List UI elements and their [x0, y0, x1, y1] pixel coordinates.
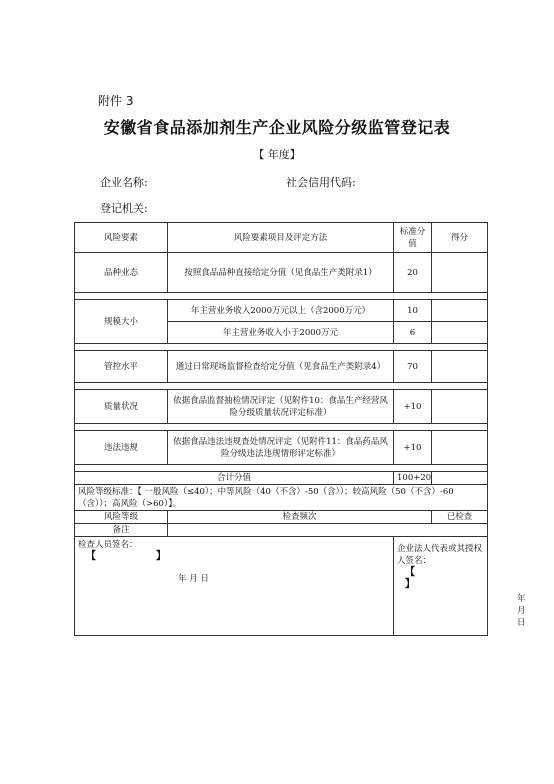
legal-date: 年 月 日	[517, 594, 526, 628]
company-name-label: 企业名称:	[100, 176, 148, 189]
bracket-close: 】	[405, 579, 415, 590]
table-row	[75, 431, 488, 465]
inspector-date: 年 月 日	[178, 574, 209, 584]
table-row	[75, 253, 488, 293]
method-quality: 依据食品监督抽检情况评定（见附件10：食品生产经营风险分级质量状况评定标准）	[168, 390, 394, 424]
total-label: 合计分值	[75, 472, 394, 485]
factor-variety: 品种业态	[75, 253, 168, 293]
annex-label: 附件 3	[98, 94, 134, 108]
signature-row	[75, 537, 488, 636]
risk-standard-text: 风险等级标准：【 一般风险（≤40）；中等风险（40（不含）-50（含））；较高风险（50（不含）-60（含））；高风险（>60）】。	[75, 485, 488, 511]
standard-scale-2: 6	[394, 322, 432, 344]
bracket-open: 【	[405, 567, 415, 578]
standard-scale-1: 10	[394, 300, 432, 322]
legal-sign-label: 企业法人代表或其授权人签名：	[397, 544, 483, 566]
page-title: 安徽省食品添加剂生产企业风险分级监管登记表	[103, 118, 451, 137]
score-cell[interactable]	[432, 351, 488, 383]
standard-control: 70	[394, 351, 432, 383]
spacer-row	[75, 424, 488, 431]
method-variety: 按照食品品种直接给定分值（见食品生产类附录1）	[168, 253, 394, 293]
risk-registration-table	[74, 222, 526, 636]
standard-violation: +10	[394, 431, 432, 465]
risk-level-row	[75, 511, 488, 524]
total-row	[75, 472, 488, 485]
total-score-cell[interactable]	[432, 472, 488, 485]
score-cell[interactable]	[432, 431, 488, 465]
factor-control: 管控水平	[75, 351, 168, 383]
score-cell[interactable]	[432, 300, 488, 322]
legal-sign-cell[interactable]	[394, 537, 526, 636]
inspector-sign-cell[interactable]	[75, 537, 394, 636]
inspector-sign-label: 检查人员签名：	[78, 540, 138, 550]
header-method: 风险要素项目及评定方法	[168, 223, 394, 253]
factor-quality: 质量状况	[75, 390, 168, 424]
standard-variety: 20	[394, 253, 432, 293]
method-control: 通过日常现场监督检查给定分值（见食品生产类附录4）	[168, 351, 394, 383]
year-label: 【 年度】	[253, 148, 301, 161]
factor-violation: 违法违规	[75, 431, 168, 465]
standard-quality: +10	[394, 390, 432, 424]
risk-standard-row	[75, 485, 488, 511]
table-row	[75, 300, 488, 322]
method-violation: 依据食品违法违规查处情况评定（见附件11：食品药品风险分级违法违规情形评定标准）	[168, 431, 394, 465]
header-factor: 风险要素	[75, 223, 168, 253]
registration-authority-label: 登记机关:	[100, 202, 148, 215]
header-standard: 标准分值	[394, 223, 432, 253]
spacer-row	[75, 383, 488, 390]
table-row	[75, 390, 488, 424]
remark-row	[75, 524, 488, 537]
risk-level-label: 风险等级	[75, 511, 168, 524]
header-score: 得分	[432, 223, 488, 253]
table-header-row	[75, 223, 488, 253]
score-cell[interactable]	[432, 253, 488, 293]
spacer-row	[75, 465, 488, 472]
factor-scale: 规模大小	[75, 300, 168, 344]
credit-code-label: 社会信用代码:	[286, 176, 356, 189]
score-cell[interactable]	[432, 390, 488, 424]
remark-cell[interactable]	[168, 524, 488, 537]
remark-label: 备注	[75, 524, 168, 537]
spacer-row	[75, 293, 488, 300]
inspect-frequency-label: 检查频次	[168, 511, 432, 524]
spacer-row	[75, 344, 488, 351]
table-row	[75, 351, 488, 383]
score-cell[interactable]	[432, 322, 488, 344]
method-scale-1: 年主营业务收入2000万元以上（含2000万元）	[168, 300, 394, 322]
method-scale-2: 年主营业务收入小于2000万元	[168, 322, 394, 344]
total-value: 100+20	[394, 472, 432, 485]
inspected-label: 已检查	[432, 511, 488, 524]
bracket-close: 】	[156, 551, 166, 562]
bracket-open: 【	[86, 551, 96, 562]
